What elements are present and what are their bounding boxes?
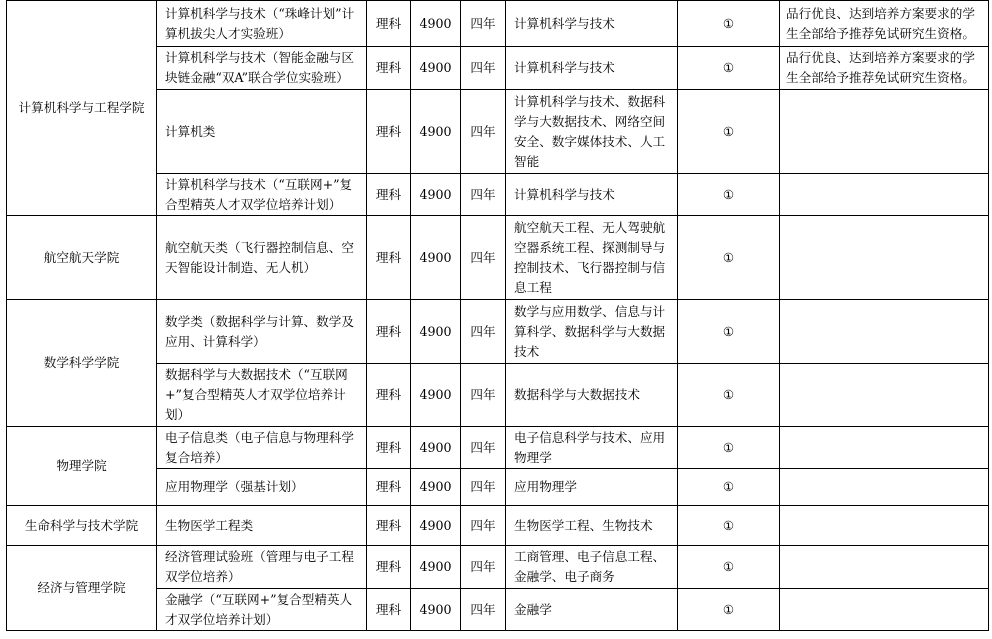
major-cell: 应用物理学（强基计划）: [157, 469, 367, 506]
years-cell: 四年: [461, 174, 506, 216]
fee-cell: 4900: [411, 364, 461, 427]
major-cell: 计算机科学与技术（“互联网+”复合型精英人才双学位培养计划）: [157, 174, 367, 216]
note-cell: [780, 300, 989, 364]
table-row: [7, 300, 989, 364]
note-cell: [780, 174, 989, 216]
specialty-cell: 计算机科学与技术: [506, 174, 678, 216]
years-cell: 四年: [461, 364, 506, 427]
category-cell: 理科: [367, 364, 411, 427]
note-cell: [780, 469, 989, 506]
category-cell: 理科: [367, 174, 411, 216]
fee-cell: 4900: [411, 1, 461, 47]
specialty-cell: 电子信息科学与技术、应用物理学: [506, 427, 678, 469]
category-cell: 理科: [367, 300, 411, 364]
note-cell: [780, 427, 989, 469]
note-cell: [780, 589, 989, 631]
specialty-cell: 计算机科学与技术: [506, 1, 678, 47]
mark-cell: ①: [678, 174, 780, 216]
table-row: [7, 506, 989, 546]
table-row: [7, 546, 989, 589]
mark-cell: ①: [678, 364, 780, 427]
years-cell: 四年: [461, 546, 506, 589]
fee-cell: 4900: [411, 47, 461, 90]
category-cell: 理科: [367, 506, 411, 546]
category-cell: 理科: [367, 546, 411, 589]
years-cell: 四年: [461, 47, 506, 90]
table-row: [7, 427, 989, 469]
college-cell: 经济与管理学院: [7, 546, 157, 631]
note-cell: [780, 364, 989, 427]
years-cell: 四年: [461, 90, 506, 174]
major-cell: 金融学（“互联网+”复合型精英人才双学位培养计划）: [157, 589, 367, 631]
major-cell: 经济管理试验班（管理与电子工程双学位培养）: [157, 546, 367, 589]
category-cell: 理科: [367, 1, 411, 47]
fee-cell: 4900: [411, 427, 461, 469]
fee-cell: 4900: [411, 216, 461, 300]
fee-cell: 4900: [411, 174, 461, 216]
mark-cell: ①: [678, 47, 780, 90]
fee-cell: 4900: [411, 300, 461, 364]
mark-cell: ①: [678, 300, 780, 364]
fee-cell: 4900: [411, 469, 461, 506]
years-cell: 四年: [461, 469, 506, 506]
major-cell: 生物医学工程类: [157, 506, 367, 546]
college-cell: 计算机科学与工程学院: [7, 1, 157, 216]
note-cell: 品行优良、达到培养方案要求的学生全部给予推荐免试研究生资格。: [780, 47, 989, 90]
table-row: [7, 216, 989, 300]
mark-cell: ①: [678, 469, 780, 506]
specialty-cell: 数学与应用数学、信息与计算科学、数据科学与大数据技术: [506, 300, 678, 364]
years-cell: 四年: [461, 1, 506, 47]
note-cell: [780, 90, 989, 174]
admissions-table: [6, 0, 989, 631]
table-wrapper: [6, 0, 989, 631]
category-cell: 理科: [367, 216, 411, 300]
specialty-cell: 金融学: [506, 589, 678, 631]
category-cell: 理科: [367, 427, 411, 469]
major-cell: 计算机科学与技术（智能金融与区块链金融“双A”联合学位实验班）: [157, 47, 367, 90]
note-cell: [780, 546, 989, 589]
major-cell: 计算机科学与技术（“珠峰计划”计算机拔尖人才实验班）: [157, 1, 367, 47]
mark-cell: ①: [678, 506, 780, 546]
specialty-cell: 计算机科学与技术: [506, 47, 678, 90]
major-cell: 计算机类: [157, 90, 367, 174]
note-cell: 品行优良、达到培养方案要求的学生全部给予推荐免试研究生资格。: [780, 1, 989, 47]
specialty-cell: 计算机科学与技术、数据科学与大数据技术、网络空间安全、数字媒体技术、人工智能: [506, 90, 678, 174]
major-cell: 电子信息类（电子信息与物理科学复合培养）: [157, 427, 367, 469]
category-cell: 理科: [367, 90, 411, 174]
mark-cell: ①: [678, 546, 780, 589]
major-cell: 数学类（数据科学与计算、数学及应用、计算科学）: [157, 300, 367, 364]
mark-cell: ①: [678, 216, 780, 300]
mark-cell: ①: [678, 427, 780, 469]
category-cell: 理科: [367, 469, 411, 506]
specialty-cell: 生物医学工程、生物技术: [506, 506, 678, 546]
years-cell: 四年: [461, 427, 506, 469]
note-cell: [780, 216, 989, 300]
college-cell: 航空航天学院: [7, 216, 157, 300]
table-row: [7, 1, 989, 47]
specialty-cell: 工商管理、电子信息工程、金融学、电子商务: [506, 546, 678, 589]
major-cell: 数据科学与大数据技术（“互联网+”复合型精英人才双学位培养计划）: [157, 364, 367, 427]
mark-cell: ①: [678, 1, 780, 47]
fee-cell: 4900: [411, 506, 461, 546]
specialty-cell: 应用物理学: [506, 469, 678, 506]
category-cell: 理科: [367, 589, 411, 631]
fee-cell: 4900: [411, 90, 461, 174]
college-cell: 数学科学学院: [7, 300, 157, 427]
years-cell: 四年: [461, 589, 506, 631]
years-cell: 四年: [461, 216, 506, 300]
college-cell: 生命科学与技术学院: [7, 506, 157, 546]
mark-cell: ①: [678, 589, 780, 631]
category-cell: 理科: [367, 47, 411, 90]
specialty-cell: 航空航天工程、无人驾驶航空器系统工程、探测制导与控制技术、飞行器控制与信息工程: [506, 216, 678, 300]
specialty-cell: 数据科学与大数据技术: [506, 364, 678, 427]
note-cell: [780, 506, 989, 546]
table-body: [7, 1, 989, 631]
college-cell: 物理学院: [7, 427, 157, 506]
mark-cell: ①: [678, 90, 780, 174]
major-cell: 航空航天类（飞行器控制信息、空天智能设计制造、无人机）: [157, 216, 367, 300]
fee-cell: 4900: [411, 589, 461, 631]
years-cell: 四年: [461, 300, 506, 364]
fee-cell: 4900: [411, 546, 461, 589]
years-cell: 四年: [461, 506, 506, 546]
